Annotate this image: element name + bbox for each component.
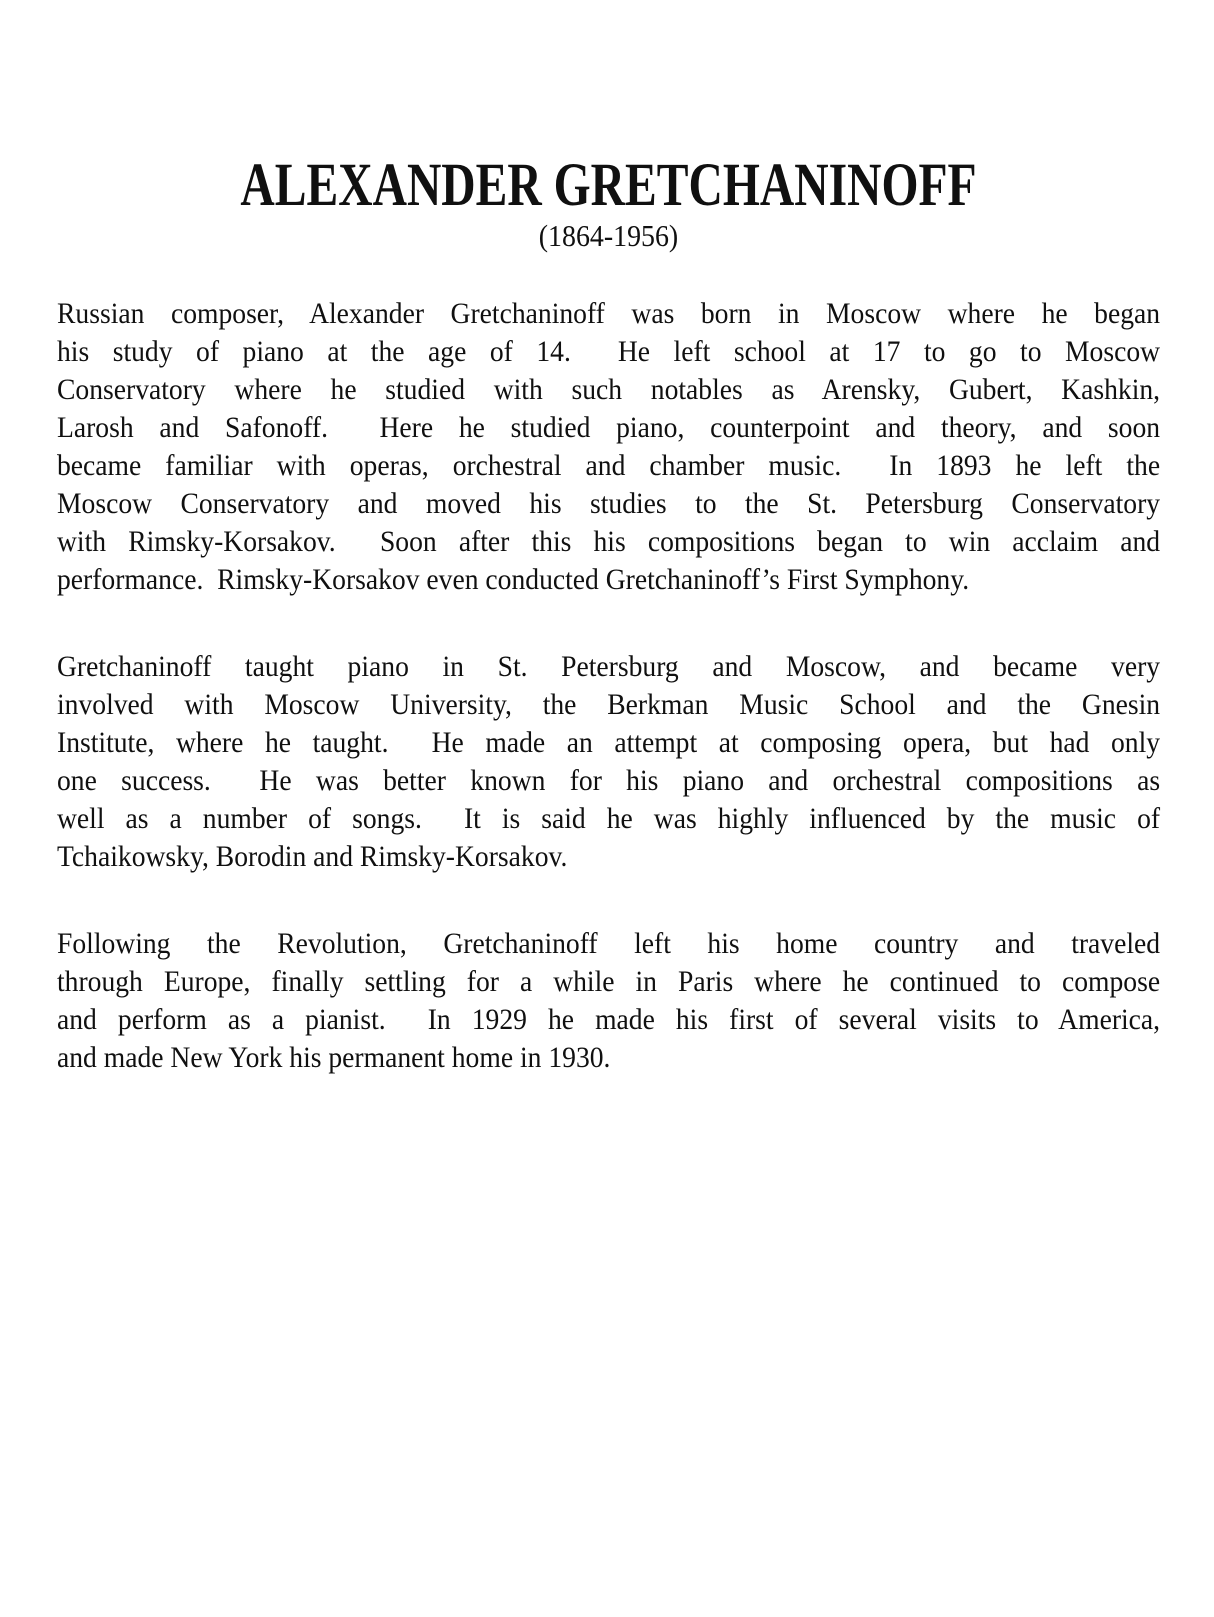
paragraph <box>57 295 1160 599</box>
text-line: one success. He was better known for his piano and orchestral compositions as <box>57 764 1161 797</box>
text-line: became familiar with operas, orchestral and chamber music. In 1893 he left the <box>57 449 1161 482</box>
page-title: ALEXANDER GRETCHANINOFF <box>240 152 977 219</box>
paragraph <box>57 648 1160 876</box>
text-line: and made New York his permanent home in 1930. <box>57 1041 611 1074</box>
text-line: well as a number of songs. It is said he was highly influenced by the music of <box>57 802 1161 835</box>
paragraph <box>57 925 1160 1077</box>
text-line: through Europe, finally settling for a while in Paris where he continued to compose <box>57 965 1161 998</box>
text-line: Tchaikowsky, Borodin and Rimsky-Korsakov. <box>57 840 568 873</box>
text-line: Conservatory where he studied with such notables as Arensky, Gubert, Kashkin, <box>57 373 1161 406</box>
text-line: Following the Revolution, Gretchaninoff left his home country and traveled <box>57 927 1161 960</box>
text-line: Gretchaninoff taught piano in St. Petersburg and Moscow, and became very <box>57 650 1161 683</box>
text-line: performance. Rimsky-Korsakov even conducted Gretchaninoff’s First Symphony. <box>57 563 970 596</box>
text-line: Larosh and Safonoff. Here he studied piano, counterpoint and theory, and soon <box>57 411 1161 444</box>
body-text <box>57 295 1160 1077</box>
document-header <box>57 152 1160 254</box>
text-line: involved with Moscow University, the Berkman Music School and the Gnesin <box>57 688 1161 721</box>
text-line: Institute, where he taught. He made an attempt at composing opera, but had only <box>57 726 1161 759</box>
text-line: and perform as a pianist. In 1929 he made his first of several visits to America, <box>57 1003 1161 1036</box>
text-line: with Rimsky-Korsakov. Soon after this his compositions began to win acclaim and <box>57 525 1161 558</box>
text-line: Moscow Conservatory and moved his studies to the St. Petersburg Conservatory <box>57 487 1161 520</box>
life-dates: (1864-1956) <box>538 218 679 253</box>
text-line: his study of piano at the age of 14. He left school at 17 to go to Moscow <box>57 335 1161 368</box>
text-line: Russian composer, Alexander Gretchaninoff was born in Moscow where he began <box>57 297 1161 330</box>
